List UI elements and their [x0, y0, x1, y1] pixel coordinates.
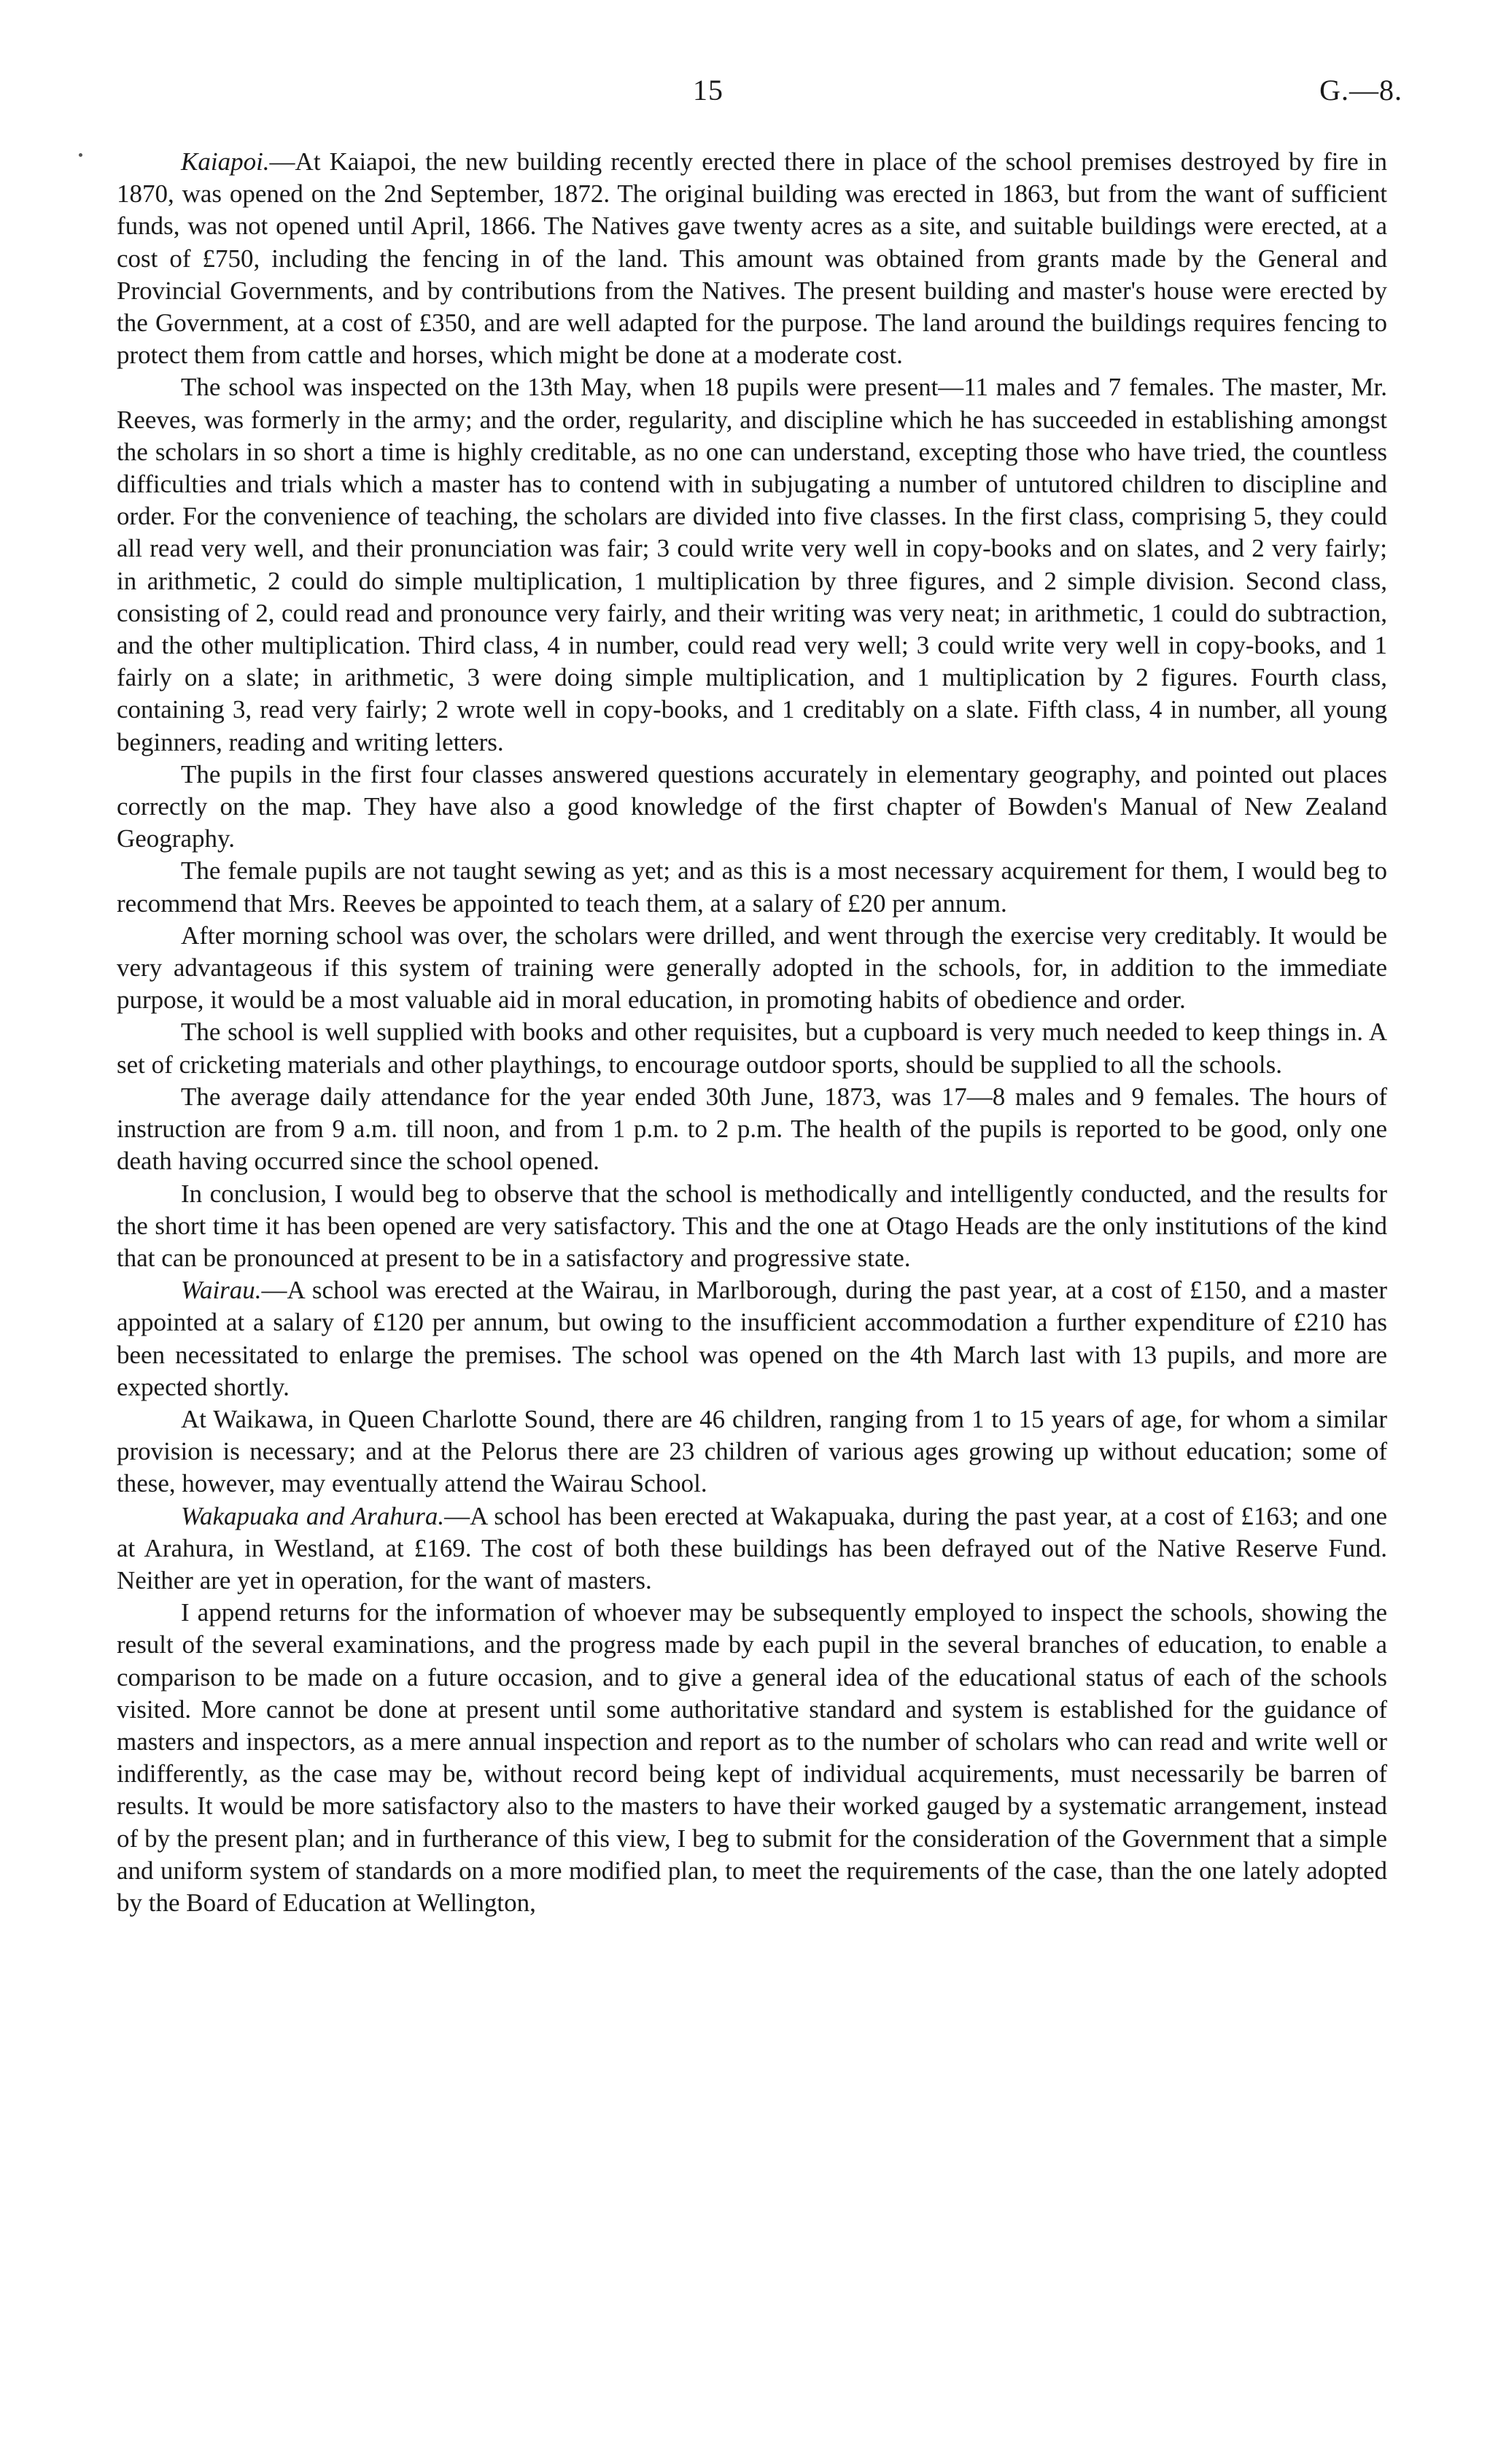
- paragraph-text: The school was inspected on the 13th May, when 18 pupils were present—11 males and 7 females. The master, Mr. Reeves, was formerly in the army; and the order, regularity, and discipline which he has succeeded in establishing amongst the scholars in so short a time is highly creditable, as no one can understand, excepting those who have tried, the countless difficulties and trials which a master has to contend with in subjugating a number of untutored children to discipline and order. For the convenience of teaching, the scholars are divided into five classes. In the first class, comprising 5, they could all read very well, and their pronunciation was fair; 3 could write very well in copy-books and on slates, and 2 very fairly; in arithmetic, 2 could do simple multiplication, 1 multiplication by three figures, and 2 simple division. Second class, consisting of 2, could read and pronounce very fairly, and their writing was very neat; in arithmetic, 1 could do subtraction, and the other multiplication. Third class, 4 in number, could read very well; 3 could write very well in copy-books, and 1 fairly on a slate; in arithmetic, 3 were doing simple multiplication, and 1 multiplication by 2 figures. Fourth class, containing 3, read very fairly; 2 wrote well in copy-books, and 1 creditably on a slate. Fifth class, 4 in number, all young beginners, reading and writing letters.: [117, 373, 1387, 756]
- paragraph-sewing: [117, 855, 1387, 919]
- document-reference: G.—8.: [1319, 74, 1402, 106]
- section-heading-kaiapoi: Kaiapoi.: [181, 147, 270, 176]
- paragraph-text: The pupils in the first four classes answered questions accurately in elementary geography, and pointed out places correctly on the map. They have also a good knowledge of the first chapter of Bowden's Manual of New Zealand Geography.: [117, 759, 1387, 853]
- paragraph-supplies: [117, 1016, 1387, 1080]
- paragraph-geography: [117, 759, 1387, 856]
- report-body: [117, 146, 1387, 1919]
- section-heading-wakapuaka-arahura: Wakapuaka and Arahura.: [181, 1501, 445, 1530]
- paragraph-text: —At Kaiapoi, the new building recently erected there in place of the school premises destroyed by fire in 1870, was opened on the 2nd September, 1872. The original building was erected in 1863, but from the want of sufficient funds, was not opened until April, 1866. The Natives gave twenty acres as a site, and suitable buildings were erected, at a cost of £750, including the fencing in of the land. This amount was obtained from grants made by the General and Provincial Governments, and by contributions from the Natives. The present building and master's house were erected by the Government, at a cost of £350, and are well adapted for the purpose. The land around the buildings requires fencing to protect them from cattle and horses, which might be done at a moderate cost.: [117, 147, 1387, 370]
- paragraph-text: In conclusion, I would beg to observe that the school is methodically and intelligently conducted, and the results for the short time it has been opened are very satisfactory. This and the one at Otago Heads are the only institutions of the kind that can be pronounced at present to be in a satisfactory and progressive state.: [117, 1179, 1387, 1272]
- paragraph-text: After morning school was over, the scholars were drilled, and went through the exercise very creditably. It would be very advantageous if this system of training were generally adopted in the schools, for, in addition to the immediate purpose, it would be a most valuable aid in moral education, in promoting habits of obedience and order.: [117, 921, 1387, 1015]
- paragraph-attendance: [117, 1081, 1387, 1178]
- page-header: [0, 73, 1490, 117]
- paragraph-conclusion: [117, 1178, 1387, 1275]
- paragraph-text: I append returns for the information of whoever may be subsequently employed to inspect the schools, showing the result of the several examinations, and the progress made by each pupil in the several branches of education, to enable a comparison to be made on a future occasion, and to give a general idea of the educational status of each of the schools visited. More cannot be done at present until some authoritative standard and system is established for the guidance of masters and inspectors, as a mere annual inspection and report as to the number of scholars who can read and write well or indifferently, as the case may be, without record being kept of individual acquirements, must necessarily be barren of results. It would be more satisfactory also to the masters to have their worked gauged by a systematic arrangement, instead of by the present plan; and in furtherance of this view, I beg to submit for the consideration of the Government that a simple and uniform system of standards on a more modified plan, to meet the requirements of the case, than the one lately adopted by the Board of Education at Wellington,: [117, 1598, 1387, 1917]
- paragraph-text: The school is well supplied with books and other requisites, but a cupboard is very much needed to keep things in. A set of cricketing materials and other playthings, to encourage outdoor sports, should be supplied to all the schools.: [117, 1018, 1387, 1079]
- section-heading-wairau: Wairau.: [181, 1276, 262, 1305]
- paragraph-returns: [117, 1597, 1387, 1919]
- paragraph-kaiapoi: [117, 146, 1387, 371]
- paragraph-text: —A school was erected at the Wairau, in Marlborough, during the past year, at a cost of £150, and a master appointed at a salary of £120 per annum, but owing to the insufficient accommodation a further expenditure of £210 has been necessitated to enlarge the premises. The school was opened on the 4th March last with 13 pupils, and more are expected shortly.: [117, 1276, 1387, 1401]
- paragraph-drill: [117, 920, 1387, 1017]
- paragraph-text: The female pupils are not taught sewing as yet; and as this is a most necessary acquirement for them, I would beg to recommend that Mrs. Reeves be appointed to teach them, at a salary of £20 per annum.: [117, 856, 1387, 918]
- paragraph-text: —A school has been erected at Wakapuaka, during the past year, at a cost of £163; and one at Arahura, in Westland, at £169. The cost of both these buildings has been defrayed out of the Native Reserve Fund. Neither are yet in operation, for the want of masters.: [117, 1501, 1387, 1595]
- margin-mark: [79, 153, 82, 157]
- paragraph-text: At Waikawa, in Queen Charlotte Sound, there are 46 children, ranging from 1 to 15 years of age, for whom a similar provision is necessary; and at the Pelorus there are 23 children of various ages growing up without education; some of these, however, may eventually attend the Wairau School.: [117, 1404, 1387, 1498]
- page-number: 15: [693, 74, 723, 106]
- paragraph-wakapuaka-arahura: [117, 1500, 1387, 1597]
- paragraph-waikawa: [117, 1403, 1387, 1500]
- paragraph-wairau: [117, 1274, 1387, 1403]
- paragraph-inspection: [117, 371, 1387, 758]
- paragraph-text: The average daily attendance for the year ended 30th June, 1873, was 17—8 males and 9 females. The hours of instruction are from 9 a.m. till noon, and from 1 p.m. to 2 p.m. The health of the pupils is reported to be good, only one death having occurred since the school opened.: [117, 1082, 1387, 1176]
